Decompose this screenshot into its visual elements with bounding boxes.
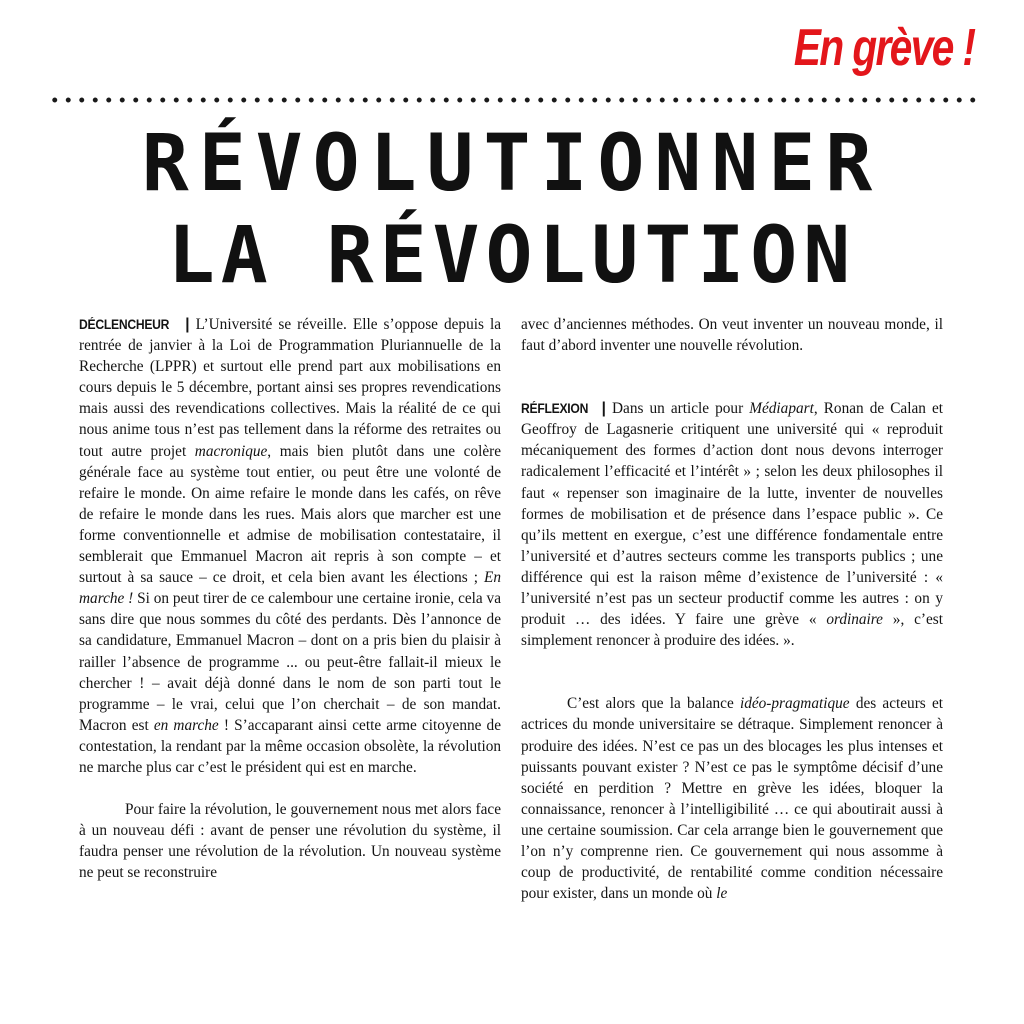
headline — [40, 118, 984, 302]
italic-run: idéo-pragmatique — [739, 695, 850, 713]
text-run: C’est alors que la balance — [567, 695, 740, 713]
dotted-divider — [48, 96, 980, 104]
paragraph-declencheur — [79, 314, 501, 778]
text-run: », c’est simplement renoncer à produire des idées. ». — [521, 611, 943, 650]
text-run: ! S’accaparant ainsi cette arme citoyenne de contestation, la rendant par la même occasion obsolète, la révolution ne marche plus car c’est le président qui est en marche. — [79, 716, 501, 776]
italic-run: Médiapart — [749, 400, 814, 418]
paragraph-reflexion — [521, 398, 943, 651]
left-column — [79, 314, 501, 974]
section-label: RÉFLEXION — [521, 401, 589, 417]
text-run: L’Université se réveille. Elle s’oppose depuis la rentrée de janvier à la Loi de Programmation Pluriannuelle de la Recherche (LPPR) et surtout elle prend part aux mobilisations en cours depuis le 5 décembre, portant ainsi ses propres revendications mais aussi des revendications collectives. Mais la réalité de ce qui nous anime tous n’est pas tellement dans la réforme des retraites ou tout autre projet — [79, 316, 501, 460]
paragraph-revolution: Pour faire la révolution, le gouvernement nous met alors face à un nouveau défi : avant de penser une révolution du système, il faudra penser une révolution de la révolution. Un nouveau système ne peut se reconstruire — [79, 801, 501, 882]
paragraph-balance — [521, 693, 943, 904]
italic-run: en marche — [153, 716, 219, 734]
italic-run: macronique — [194, 442, 268, 460]
headline-line-1: RÉVOLUTIONNER — [141, 119, 883, 209]
text-run: des acteurs et actrices du monde universitaire se détraque. Simplement renoncer à produire des idées. N’est ce pas un des blocages les plus intenses et puissants pouvant exister ? N’est ce pas le symptôme décisif d’une société en perdition ? Mettre en grève les idées, bloquer la connaissance, renoncer à l’intelligibilité … ce qui aboutirait aussi à une certaine soumission. Car cela arrange bien le gouvernement que l’on n’y comprenne rien. Ce gouvernement qui nous assomme à coup de productivité, de rentabilité comme condition nécessaire pour exister, dans un monde où — [521, 695, 943, 903]
label-separator: | — [601, 400, 606, 418]
text-run: , mais bien plutôt dans une colère générale face au système tout entier, ou peut être une volonté de refaire le monde. On aime refaire le monde dans les cafés, on rêve de refaire le monde dans les rues. Mais alors que marcher est une forme conventionnelle et admise de mobilisation contestataire, il semblerait que Emmanuel Macron ait repris à son compte – et surtout à sa sauce – ce droit, et cela bien avant les élections ; — [79, 442, 501, 587]
italic-run: En marche ! — [79, 569, 501, 608]
headline-line-2: LA RÉVOLUTION — [167, 211, 857, 301]
text-run: Dans un article pour — [605, 400, 750, 418]
paragraph-continuation: avec d’anciennes méthodes. On veut inventer un nouveau monde, il faut d’abord inventer une nouvelle révolution. — [521, 316, 943, 355]
kicker-heading: En grève ! — [793, 19, 974, 77]
italic-run: ordinaire — [826, 611, 883, 629]
right-column — [521, 314, 943, 974]
text-run: Si on peut tirer de ce calembour une certaine ironie, cela va sans dire que nous sommes du côté des perdants. Dès l’annonce de sa candidature, Emmanuel Macron – dont on a pris bien du plaisir à railler l’absence de programme ... ou peut-être fallait-il mieux le chercher ! – avait déjà donné dans le nom de son parti tout le programme – le vrai, celui que l’on cherchait – de son mandat. Macron est — [79, 590, 501, 734]
section-label: DÉCLENCHEUR — [79, 317, 170, 332]
text-run: , Ronan de Calan et Geoffroy de Lagasnerie critiquent une université qui « reproduit mécaniquement des formes d’action dont nous devons interroger radicalement l’efficacité et l’intérêt » ; selon les deux philosophes il faut « repenser son imaginaire de la lutte, inventer de nouvelles formes de mobilisation et de présence dans l’espace public ». Ce qu’ils mettent en exergue, c’est une différence fondamentale entre l’université et d’autres secteurs comme les transports publics ; une différence qui est la raison même d’existence de l’université : « l’université n’est pas un secteur productif comme les autres : on y produit … des idées. Y faire une grève « — [521, 400, 943, 629]
italic-run: le — [716, 885, 728, 903]
label-separator: | — [185, 316, 190, 333]
